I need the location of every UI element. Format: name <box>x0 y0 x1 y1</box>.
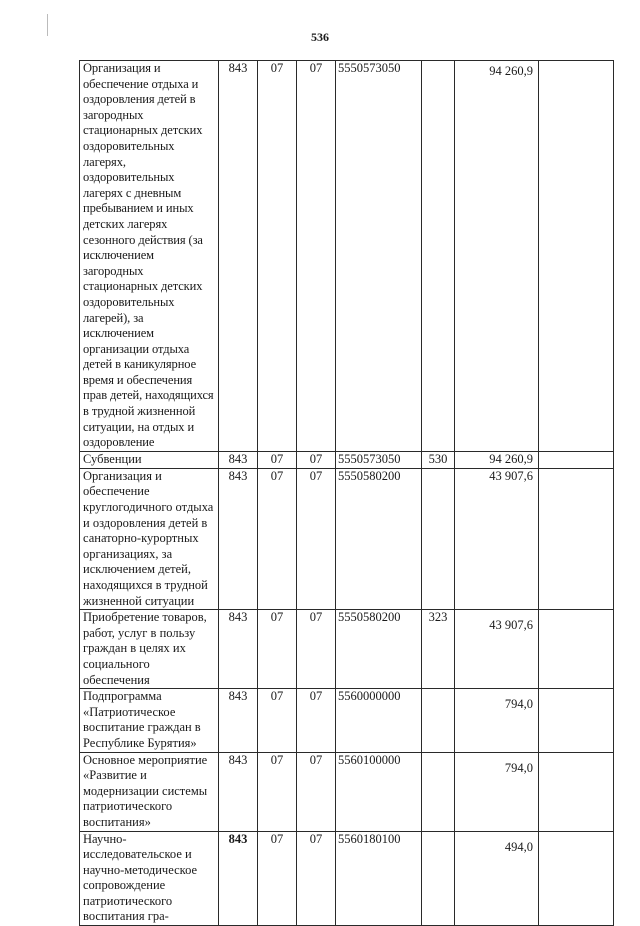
row-vr <box>422 752 455 831</box>
row-section: 07 <box>258 610 297 689</box>
row-target: 5550573050 <box>336 451 422 468</box>
row-amount: 794,0 <box>455 689 539 752</box>
row-extra <box>539 468 614 609</box>
row-code: 843 <box>219 610 258 689</box>
row-code: 843 <box>219 831 258 926</box>
row-section: 07 <box>258 752 297 831</box>
row-description: Подпрограмма «Патриотическое воспитание граждан в Республике Бурятия» <box>80 689 219 752</box>
row-code: 843 <box>219 468 258 609</box>
row-description: Научно-исследовательское и научно-методическое сопровождение патриотического воспитания гра- <box>80 831 219 926</box>
table-row <box>80 752 614 831</box>
row-vr: 530 <box>422 451 455 468</box>
row-section: 07 <box>258 831 297 926</box>
row-description: Организация и обеспечение отдыха и оздоровления детей в загородных стационарных детских оздоровительных лагерях, оздоровительных лагерях с дневным пребыванием и иных детских лагерях сезонного действия (за исключением загородных стационарных детских оздоровительных лагерей), за исключением организации отдыха детей в каникулярное время и обеспечения прав детей, находящихся в трудной жизненной ситуации, на отдых и оздоровление <box>80 61 219 452</box>
row-subsection: 07 <box>297 61 336 452</box>
row-code: 843 <box>219 451 258 468</box>
row-subsection: 07 <box>297 451 336 468</box>
table-row <box>80 689 614 752</box>
table-row <box>80 610 614 689</box>
row-target: 5560000000 <box>336 689 422 752</box>
row-extra <box>539 61 614 452</box>
table-row <box>80 61 614 452</box>
row-vr <box>422 831 455 926</box>
row-extra <box>539 451 614 468</box>
row-vr <box>422 689 455 752</box>
row-code: 843 <box>219 61 258 452</box>
row-vr <box>422 468 455 609</box>
row-amount: 794,0 <box>455 752 539 831</box>
row-amount: 43 907,6 <box>455 610 539 689</box>
row-description: Субвенции <box>80 451 219 468</box>
row-section: 07 <box>258 468 297 609</box>
row-amount: 43 907,6 <box>455 468 539 609</box>
row-description: Приобретение товаров, работ, услуг в пользу граждан в целях их социального обеспечения <box>80 610 219 689</box>
row-target: 5560100000 <box>336 752 422 831</box>
row-extra <box>539 752 614 831</box>
budget-table <box>79 60 614 926</box>
row-extra <box>539 831 614 926</box>
row-subsection: 07 <box>297 831 336 926</box>
row-target: 5550580200 <box>336 610 422 689</box>
row-description: Основное мероприятие «Развитие и модернизации системы патриотического воспитания» <box>80 752 219 831</box>
row-target: 5560180100 <box>336 831 422 926</box>
row-amount: 94 260,9 <box>455 61 539 452</box>
row-description: Организация и обеспечение круглогодичного отдыха и оздоровления детей в санаторно-курортных организациях, за исключением детей, находящихся в трудной жизненной ситуации <box>80 468 219 609</box>
table-row <box>80 468 614 609</box>
row-extra <box>539 610 614 689</box>
row-extra <box>539 689 614 752</box>
table-row <box>80 831 614 926</box>
row-amount: 494,0 <box>455 831 539 926</box>
table-row <box>80 451 614 468</box>
row-subsection: 07 <box>297 468 336 609</box>
row-section: 07 <box>258 689 297 752</box>
row-subsection: 07 <box>297 610 336 689</box>
row-vr <box>422 61 455 452</box>
row-section: 07 <box>258 451 297 468</box>
row-vr: 323 <box>422 610 455 689</box>
row-subsection: 07 <box>297 689 336 752</box>
row-subsection: 07 <box>297 752 336 831</box>
row-amount: 94 260,9 <box>455 451 539 468</box>
row-target: 5550580200 <box>336 468 422 609</box>
row-code: 843 <box>219 752 258 831</box>
page-number: 536 <box>311 30 329 44</box>
row-code: 843 <box>219 689 258 752</box>
row-section: 07 <box>258 61 297 452</box>
row-target: 5550573050 <box>336 61 422 452</box>
